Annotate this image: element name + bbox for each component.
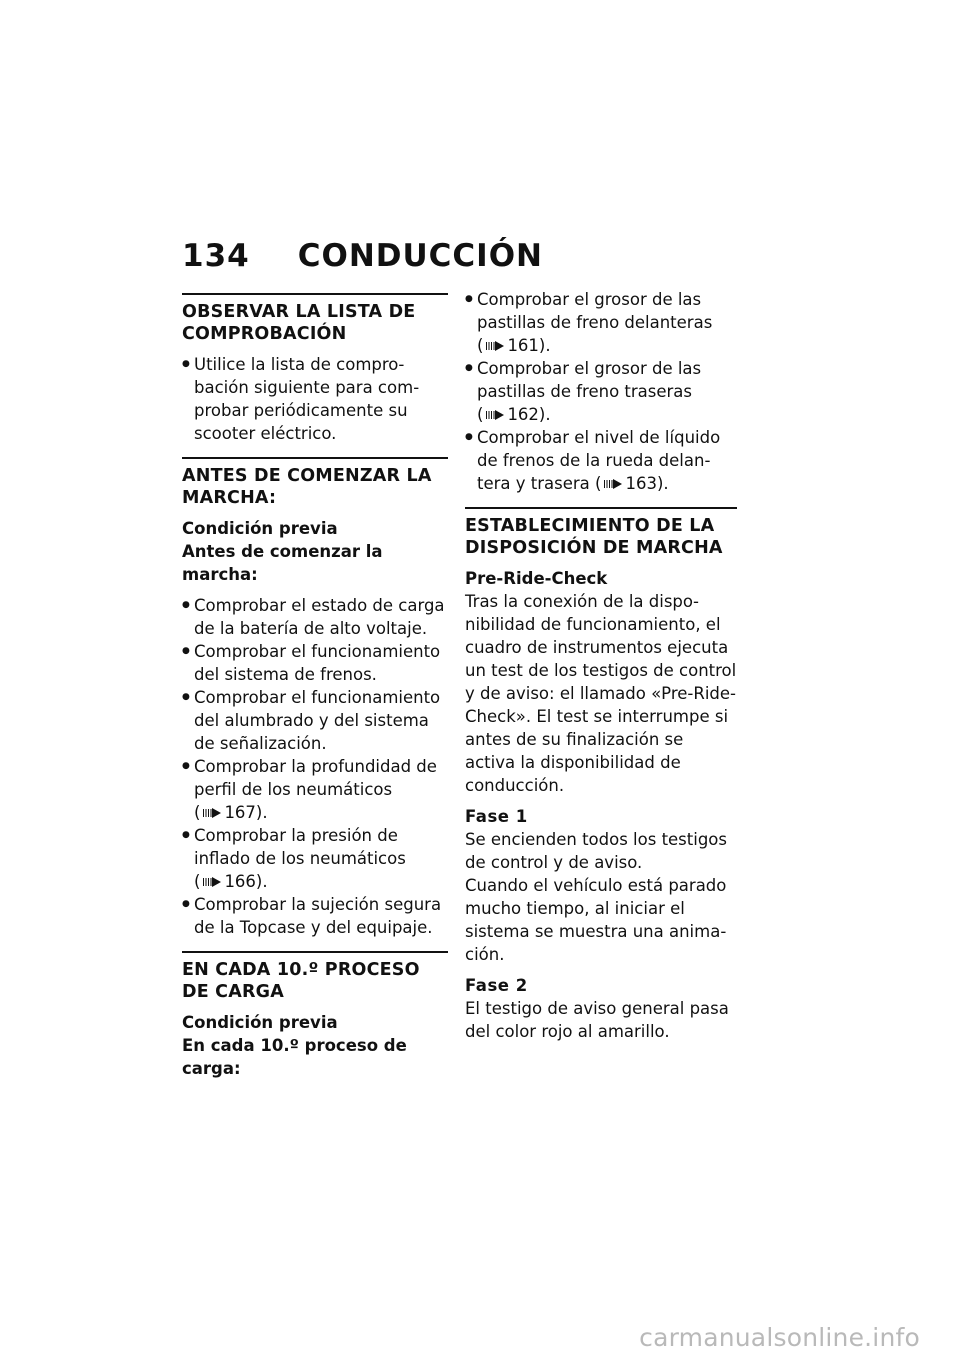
page-reference-arrow-icon <box>202 877 222 887</box>
page-reference-arrow-icon <box>603 479 623 489</box>
section-before-riding <box>182 457 448 939</box>
list-item-text: Comprobar la presión de inflado de los neumáticos <box>194 826 406 868</box>
section-title: ESTABLECIMIENTO DE LA DISPOSICIÓN DE MARCHA <box>465 507 737 559</box>
bullet-list <box>465 288 737 495</box>
list-item <box>182 824 448 893</box>
list-item <box>465 357 737 426</box>
pre-ride-check-text: Tras la conexión de la disponibilidad de funcionamiento, el cuadro de instrumentos ejecuta un test de los testigos de control y de aviso: el llamado «Pre-Ride-Check». El test se interrumpe si antes de su finalización se activa la disponibilidad de conducción. <box>465 592 737 795</box>
list-item-text: Comprobar el nivel de líquido de frenos de la rueda delantera y trasera <box>477 428 721 493</box>
page-reference-arrow-icon <box>485 410 505 420</box>
pre-ride-check-title: Pre-Ride-Check <box>465 569 608 588</box>
chapter-title: CONDUCCIÓN <box>297 238 544 274</box>
phase-1-title: Fase 1 <box>465 807 528 826</box>
bullet-list <box>182 594 448 939</box>
phase-1-text: Se encienden todos los testigos de control y de aviso. <box>465 830 728 872</box>
page-reference[interactable]: ( 167). <box>194 803 268 822</box>
list-item-text: Comprobar el grosor de las pastillas de freno traseras <box>477 359 702 401</box>
page-reference-arrow-icon <box>202 808 222 818</box>
phase-1-note: Cuando el vehículo está parado mucho tiempo, al iniciar el sistema se muestra una animación. <box>465 876 727 964</box>
section-title: ANTES DE COMENZAR LA MARCHA: <box>182 457 448 509</box>
page-reference[interactable]: ( 162). <box>477 405 551 424</box>
section-every-10th-charge <box>182 951 448 1080</box>
precondition <box>182 517 448 586</box>
list-item <box>465 288 737 357</box>
section-title: EN CADA 10.º PROCESO DE CARGA <box>182 951 448 1003</box>
list-item <box>465 426 737 495</box>
section-title: OBSERVAR LA LISTA DE COMPROBACIÓN <box>182 293 448 345</box>
page-reference[interactable]: ( 166). <box>194 872 268 891</box>
page-header <box>182 238 543 274</box>
page-number: 134 <box>182 238 250 274</box>
precondition-text: En cada 10.º proceso de carga: <box>182 1036 407 1078</box>
list-item: ● Comprobar la sujeción segura de la Topcase y del equipaje. <box>182 893 448 939</box>
phase-2-title: Fase 2 <box>465 976 528 995</box>
list-item: ● Comprobar el funcionamiento del sistema de frenos. <box>182 640 448 686</box>
list-item: ● Comprobar el funcionamiento del alumbrado y del sistema de señalización. <box>182 686 448 755</box>
precondition-label: Condición previa <box>182 1013 338 1032</box>
page-reference-arrow-icon <box>485 341 505 351</box>
precondition-text: Antes de comenzar la marcha: <box>182 542 383 584</box>
phase-2-text: El testigo de aviso general pasa del color rojo al amarillo. <box>465 999 729 1041</box>
bullet-list <box>182 353 448 445</box>
list-item <box>182 755 448 824</box>
precondition <box>182 1011 448 1080</box>
list-item: ● Utilice la lista de comprobación siguiente para comprobar periódicamente su scooter eléctrico. <box>182 353 448 445</box>
list-item-text: Comprobar el grosor de las pastillas de freno delanteras <box>477 290 713 332</box>
section-riding-readiness <box>465 507 737 1043</box>
page-reference[interactable]: ( 161). <box>477 336 551 355</box>
watermark: carmanualsonline.info <box>639 1323 920 1352</box>
precondition-label: Condición previa <box>182 519 338 538</box>
section-checklist <box>182 293 448 445</box>
list-item: ● Comprobar el estado de carga de la batería de alto voltaje. <box>182 594 448 640</box>
page-reference[interactable]: ( 163). <box>595 474 669 493</box>
left-column <box>182 293 448 1088</box>
right-column <box>465 288 737 1043</box>
list-item-text: Comprobar la profundidad de perfil de los neumáticos <box>194 757 437 799</box>
